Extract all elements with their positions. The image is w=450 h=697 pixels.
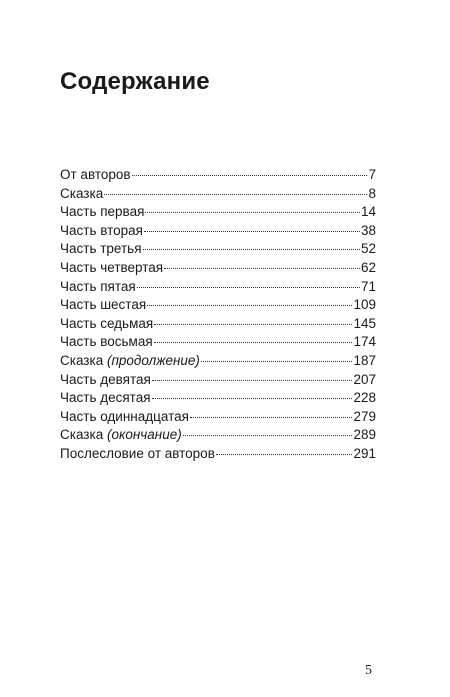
dot-leader: [190, 417, 353, 418]
toc-entry-title-text: Часть пятая: [60, 278, 136, 294]
toc-entry-title: [60, 296, 146, 315]
toc-entry-title: [60, 203, 144, 222]
toc-entry-title-text: Часть одиннадцатая: [60, 408, 189, 424]
toc-entry-title: [60, 408, 189, 427]
toc-entry-title: [60, 333, 153, 352]
toc-entry: [60, 203, 376, 222]
toc-entry-page: 207: [353, 371, 376, 387]
toc-entry-page: 14: [360, 204, 376, 220]
page-title: Содержание: [60, 68, 210, 95]
dot-leader: [183, 435, 353, 436]
dot-leader: [152, 380, 353, 381]
toc-entry: [60, 315, 376, 334]
dot-leader: [216, 454, 353, 455]
dot-leader: [154, 342, 353, 343]
toc-entry-page: 7: [368, 167, 376, 182]
toc-entry-title: [60, 259, 163, 278]
toc-entry-title-text: Часть третья: [60, 241, 142, 257]
toc-entry-title: [60, 240, 142, 259]
table-of-contents: [60, 166, 376, 464]
toc-entry-title: [60, 222, 143, 241]
toc-entry: [60, 389, 376, 408]
toc-entry-title: [60, 352, 200, 371]
toc-entry-title-text: Часть первая: [60, 204, 145, 220]
toc-entry: [60, 352, 376, 371]
toc-entry: [60, 185, 376, 204]
toc-entry: [60, 259, 376, 278]
toc-entry: [60, 445, 376, 464]
toc-entry-title-text: Часть девятая: [60, 371, 151, 387]
toc-entry-title-text: Сказка: [60, 352, 107, 368]
toc-entry-title-text: Часть восьмая: [60, 334, 153, 350]
toc-entry-page: 71: [360, 278, 376, 294]
toc-entry-page: 228: [353, 390, 376, 406]
toc-entry: [60, 296, 376, 315]
toc-entry-title: [60, 445, 215, 464]
toc-entry-title-italic: (окончание): [106, 427, 182, 443]
toc-entry-page: 145: [353, 315, 376, 331]
dot-leader: [154, 324, 352, 325]
toc-entry-title-italic: (продолжение): [106, 352, 200, 368]
toc-entry-title: [60, 389, 151, 408]
toc-entry: [60, 371, 376, 390]
toc-entry-title: [60, 371, 151, 390]
toc-entry: [60, 278, 376, 297]
dot-leader: [143, 249, 360, 250]
toc-entry: [60, 426, 376, 445]
toc-entry-title-text: Часть четвертая: [60, 259, 164, 275]
toc-entry-title: [60, 185, 103, 204]
dot-leader: [147, 305, 352, 306]
toc-entry: [60, 333, 376, 352]
dot-leader: [145, 212, 360, 213]
toc-entry-title-text: Послесловие от авторов: [60, 445, 215, 461]
dot-leader: [201, 361, 353, 362]
toc-entry-page: 8: [368, 185, 376, 201]
toc-entry-page: 52: [360, 241, 376, 257]
toc-entry-title-text: Часть вторая: [60, 222, 143, 238]
toc-entry-title-text: Сказка: [60, 185, 104, 201]
toc-entry-title: [60, 278, 136, 297]
toc-entry-title-text: Сказка: [60, 427, 107, 443]
toc-entry: [60, 408, 376, 427]
toc-entry-title-text: Часть шестая: [60, 297, 147, 313]
toc-entry-page: 38: [360, 222, 376, 238]
dot-leader: [137, 287, 360, 288]
toc-entry-page: 279: [353, 408, 376, 424]
toc-entry-page: 62: [360, 259, 376, 275]
dot-leader: [144, 231, 360, 232]
toc-entry: [60, 222, 376, 241]
toc-entry: [60, 240, 376, 259]
toc-entry-title-text: Часть седьмая: [60, 315, 154, 331]
toc-entry-page: 187: [353, 352, 376, 368]
toc-entry-page: 291: [353, 445, 376, 461]
dot-leader: [104, 194, 367, 195]
toc-entry-title: [60, 426, 182, 445]
toc-entry-title: [60, 166, 131, 185]
dot-leader: [164, 268, 360, 269]
toc-entry-title-text: Часть десятая: [60, 390, 151, 406]
dot-leader: [132, 175, 368, 176]
toc-entry-title: [60, 315, 153, 334]
toc-entry-page: 109: [353, 297, 376, 313]
page-number: 5: [365, 663, 372, 678]
toc-entry-page: 174: [353, 334, 376, 350]
dot-leader: [152, 398, 353, 399]
toc-entry-page: 289: [353, 427, 376, 443]
toc-entry: [60, 166, 376, 185]
toc-entry-title-text: От авторов: [60, 167, 131, 182]
